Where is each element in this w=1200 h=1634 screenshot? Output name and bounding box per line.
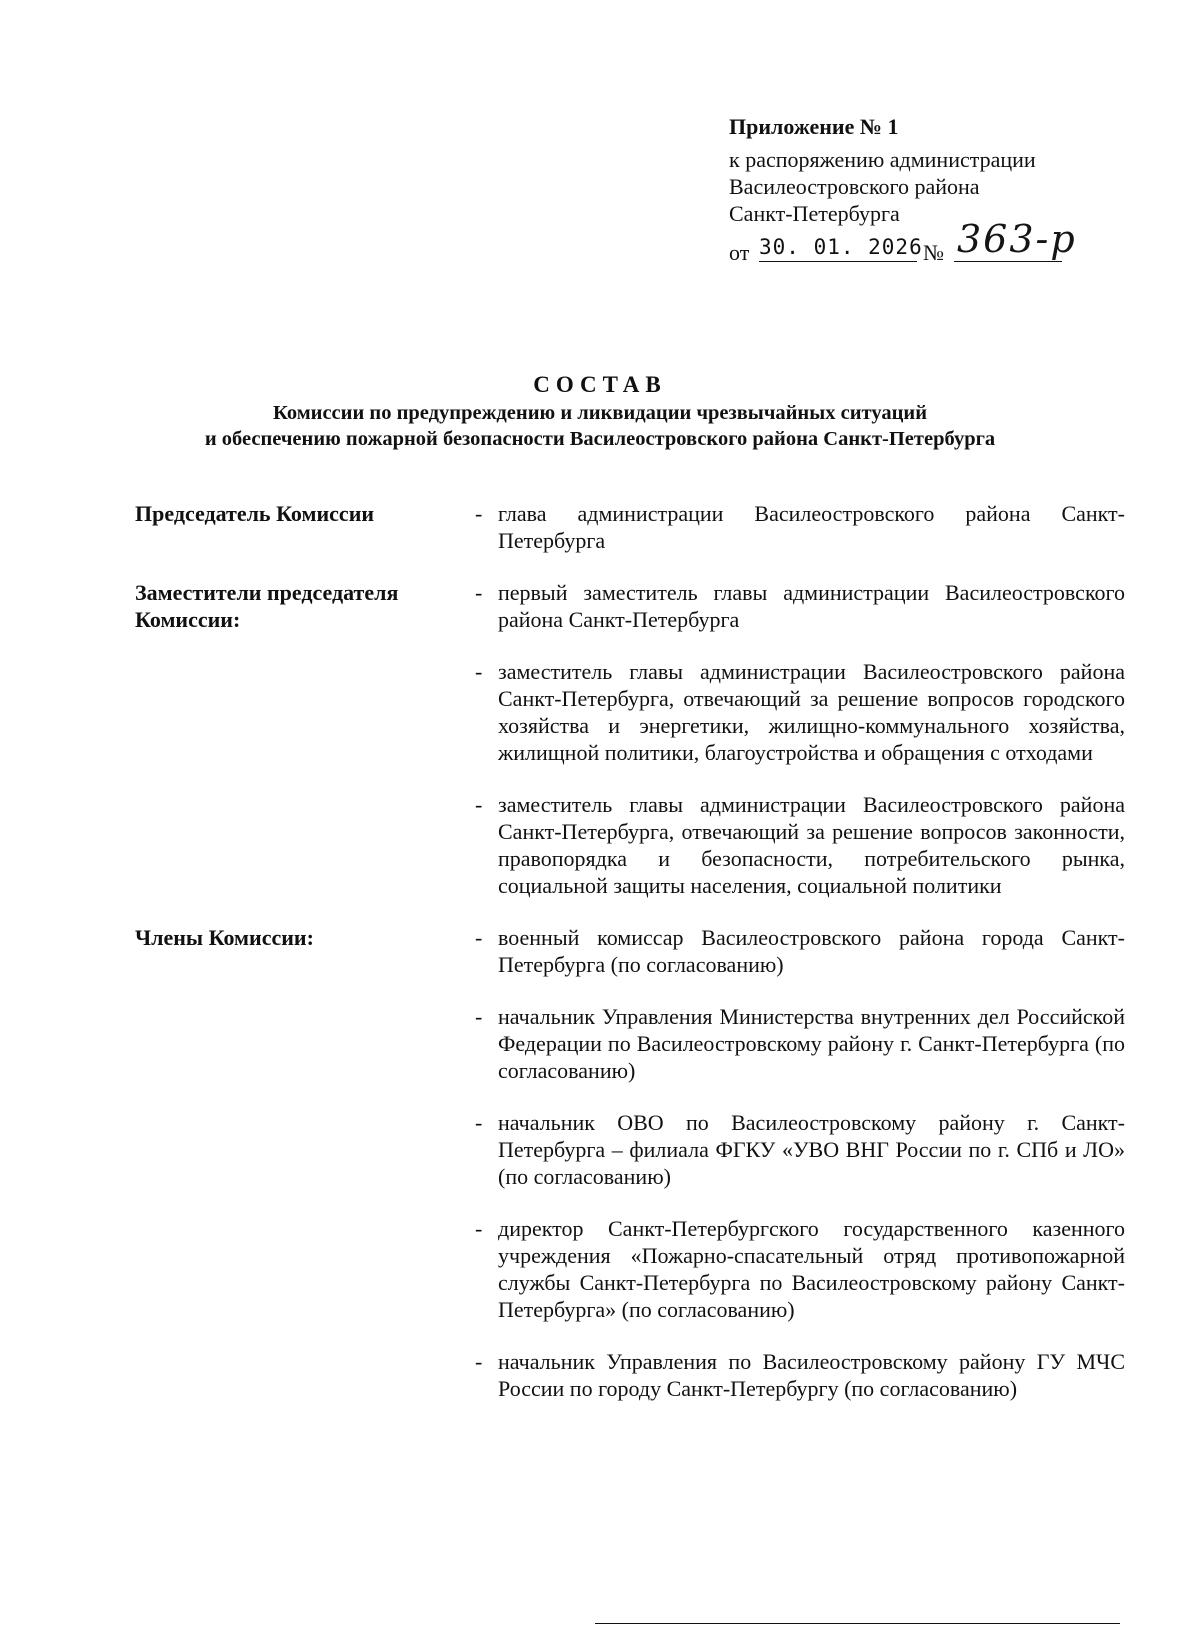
heading-title: СОСТАВ bbox=[533, 372, 667, 397]
list-item bbox=[475, 1348, 1125, 1402]
annex-line: к распоряжению администрации bbox=[729, 147, 1036, 172]
number-prefix: № bbox=[923, 240, 944, 265]
list-item-text: глава администрации Василеостровского района Санкт-Петербурга bbox=[498, 501, 1125, 553]
annex-line: Санкт-Петербурга bbox=[729, 201, 900, 226]
dash: - bbox=[475, 1004, 483, 1029]
group-items bbox=[475, 579, 1125, 899]
list-item bbox=[475, 1003, 1125, 1084]
group-label: Председатель Комиссии bbox=[135, 501, 375, 526]
list-item bbox=[475, 579, 1125, 633]
commission-roster bbox=[135, 500, 1125, 1402]
group-members bbox=[135, 924, 1125, 1402]
dash: - bbox=[475, 1349, 483, 1374]
list-item bbox=[475, 658, 1125, 766]
date-prefix: от bbox=[729, 240, 750, 265]
annex-date-row bbox=[729, 217, 1149, 267]
list-item-text: заместитель главы администрации Василеостровского района Санкт-Петербурга, отвечающий за решение вопросов городского хозяйства и энергетики, жилищно-коммунального хозяйства, жилищной политики, благоустройства и обращения с отходами bbox=[498, 659, 1125, 765]
order-date: 30. 01. 2026 bbox=[759, 233, 917, 262]
dash: - bbox=[475, 1216, 483, 1241]
dash: - bbox=[475, 580, 483, 605]
group-items bbox=[475, 924, 1125, 1402]
page-bottom-rule bbox=[595, 1623, 1120, 1624]
dash: - bbox=[475, 1110, 483, 1135]
group-deputies bbox=[135, 579, 1125, 899]
annex-block bbox=[729, 113, 1149, 267]
document-heading bbox=[0, 370, 1200, 452]
list-item-text: начальник ОВО по Василеостровскому району г. Санкт-Петербурга – филиала ФГКУ «УВО ВНГ России по г. СПб и ЛО» (по согласованию) bbox=[498, 1110, 1125, 1189]
dash: - bbox=[475, 659, 483, 684]
heading-subtitle-line-1: Комиссии по предупреждению и ликвидации чрезвычайных ситуаций bbox=[272, 402, 928, 424]
list-item bbox=[475, 791, 1125, 899]
list-item bbox=[475, 924, 1125, 978]
list-item-text: начальник Управления по Василеостровскому району ГУ МЧС России по городу Санкт-Петербургу (по согласованию) bbox=[498, 1349, 1125, 1401]
handwritten-order-number: 363-р bbox=[957, 217, 1077, 261]
list-item bbox=[475, 1215, 1125, 1323]
list-item-text: заместитель главы администрации Василеостровского района Санкт-Петербурга, отвечающий за решение вопросов законности, правопорядка и безопасности, потребительского рынка, социальной защиты населения, социальной политики bbox=[498, 792, 1125, 898]
list-item-text: военный комиссар Василеостровского района города Санкт-Петербурга (по согласованию) bbox=[498, 925, 1125, 977]
dash: - bbox=[475, 925, 483, 950]
group-label: Заместители председателя Комиссии: bbox=[135, 580, 399, 632]
list-item bbox=[475, 500, 1125, 554]
dash: - bbox=[475, 501, 483, 526]
group-chairman bbox=[135, 500, 1125, 554]
heading-subtitle-line-2: и обеспечению пожарной безопасности Василеостровского района Санкт-Петербурга bbox=[204, 428, 996, 450]
list-item-text: начальник Управления Министерства внутренних дел Российской Федерации по Василеостровскому району г. Санкт-Петербурга (по согласованию) bbox=[498, 1004, 1125, 1083]
group-label: Члены Комиссии: bbox=[135, 925, 314, 950]
annex-line: Василеостровского района bbox=[729, 174, 980, 199]
group-items bbox=[475, 500, 1125, 554]
list-item-text: директор Санкт-Петербургского государственного казенного учреждения «Пожарно-спасательный отряд противопожарной службы Санкт-Петербурга по Василеостровскому району Санкт-Петербурга» (по согласованию) bbox=[498, 1216, 1125, 1322]
annex-title: Приложение № 1 bbox=[729, 114, 899, 139]
dash: - bbox=[475, 792, 483, 817]
list-item bbox=[475, 1109, 1125, 1190]
list-item-text: первый заместитель главы администрации Василеостровского района Санкт-Петербурга bbox=[498, 580, 1125, 632]
